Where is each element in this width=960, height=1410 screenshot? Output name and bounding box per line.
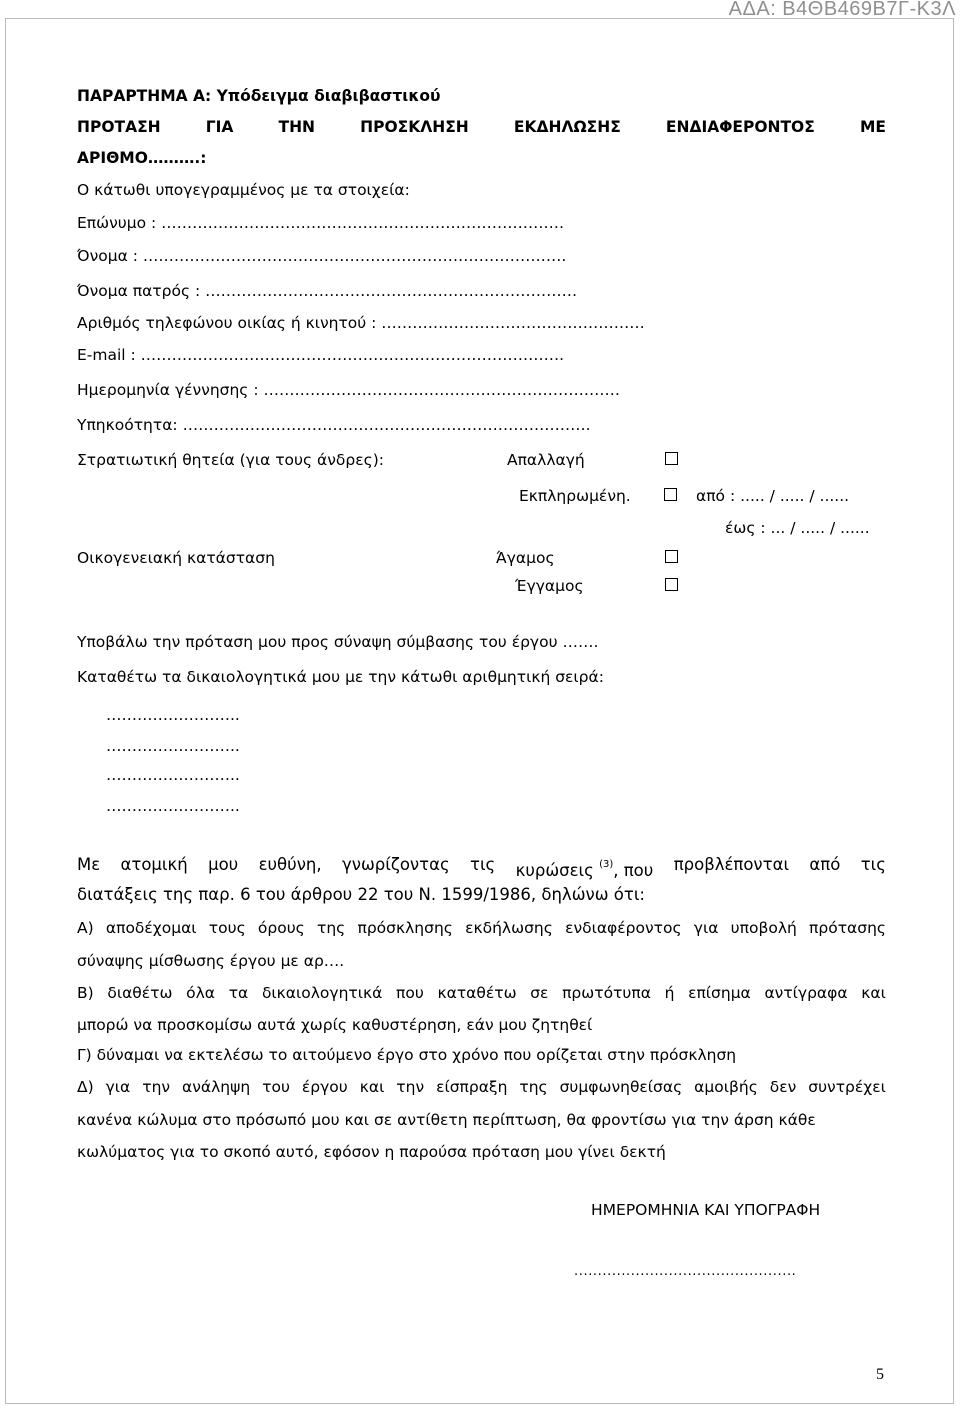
submit-text: Υποβάλω την πρόταση μου προς σύναψη σύμβασης του έργου …….	[77, 633, 599, 651]
military-from-date: από : ..... / ..... / ......	[696, 487, 850, 505]
military-exempt-label: Απαλλαγή	[507, 451, 585, 469]
declaration-b-line-1: Β) διαθέτω όλα τα δικαιολογητικά που καταθέτω σε πρωτότυπα ή επίσημα αντίγραφα και	[77, 984, 886, 1002]
proposal-title-line: ΠΡΟΤΑΣΗ ΓΙΑ ΤΗΝ ΠΡΟΣΚΛΗΣΗ ΕΚΔΗΛΩΣΗΣ ΕΝΔΙΑΦΕΡΟΝΤΟΣ ΜΕ	[77, 118, 886, 136]
declaration-d-line-2: κανένα κώλυμα στο πρόσωπό μου και σε αντίθετη περίπτωση, θα φροντίσω για την άρση κάθε	[77, 1111, 816, 1129]
annex-title: ΠΑΡΑΡΤΗΜΑ Α: Υπόδειγμα διαβιβαστικού	[77, 87, 441, 105]
declaration-a-line-1: Α) αποδέχομαι τους όρους της πρόσκλησης εκδήλωσης ενδιαφέροντος για υποβολή πρότασης	[77, 919, 886, 937]
doc-line: ……………………..	[106, 737, 240, 755]
page-number: 5	[876, 1366, 884, 1383]
father-name-field: Όνομα πατρός : ………………………………………………………………	[77, 282, 578, 300]
military-to-date: έως : ... / ..... / ......	[725, 519, 870, 537]
doc-line: ……………………..	[106, 766, 240, 784]
signature-line: ...............................................	[574, 1264, 797, 1279]
declaration-b-line-2: μπορώ να προσκομίσω αυτά χωρίς καθυστέρηση, εάν μου ζητηθεί	[77, 1016, 593, 1034]
doc-line: ……………………..	[106, 797, 240, 815]
declaration-d-line-3: κωλύματος για το σκοπό αυτό, εφόσον η παρούσα πρόταση μου γίνει δεκτή	[77, 1143, 666, 1161]
doc-line: ……………………..	[106, 706, 240, 724]
docs-text: Καταθέτω τα δικαιολογητικά μου με την κάτωθι αριθμητική σειρά:	[77, 668, 604, 686]
family-married-checkbox[interactable]	[665, 578, 678, 591]
declaration-a-line-2: σύναψης μίσθωσης έργου με αρ….	[77, 952, 345, 970]
ada-header-code: ΑΔΑ: Β4ΘΒ469Β7Γ-Κ3Λ	[728, 0, 956, 20]
birth-date-field: Ημερομηνία γέννησης : ……………………………………………………………	[77, 381, 620, 399]
declaration-line-2: διατάξεις της παρ. 6 του άρθρου 22 του Ν. 1599/1986, δηλώνω ότι:	[77, 885, 645, 904]
email-field: E-mail : ……………………………………………………………………….	[77, 346, 565, 364]
military-completed-checkbox[interactable]	[664, 488, 677, 501]
military-exempt-checkbox[interactable]	[665, 452, 678, 465]
declaration-c-line: Γ) δύναμαι να εκτελέσω το αιτούμενο έργο στο χρόνο που ορίζεται στην πρόσκληση	[77, 1046, 737, 1064]
name-field: Όνομα : ……………………………………………………………………….	[77, 247, 567, 265]
phone-field: Αριθμός τηλεφώνου οικίας ή κινητού : ……………………………………………	[77, 314, 645, 332]
declaration-line-1: Με ατομική μου ευθύνη, γνωρίζοντας τις κυρώσεις $^{(3)}$, που προβλέπονται από τις	[77, 855, 886, 880]
military-completed-label: Εκπληρωμένη.	[519, 487, 631, 505]
family-married-label: Έγγαμος	[515, 577, 584, 595]
nationality-field: Υπηκοότητα: …………………………………………………………………….	[77, 416, 591, 434]
surname-field: Επώνυμο : ……………………………………………………………………	[77, 214, 565, 232]
declaration-d-line-1: Δ) για την ανάληψη του έργου και την είσπραξη της συμφωνηθείσας αμοιβής δεν συντρέχει	[77, 1078, 886, 1096]
intro-text: Ο κάτωθι υπογεγραμμένος με τα στοιχεία:	[77, 181, 410, 199]
family-single-label: Άγαμος	[496, 549, 555, 567]
invitation-number: ΑΡΙΘΜΟ……….:	[77, 149, 207, 167]
military-label: Στρατιωτική θητεία (για τους άνδρες):	[77, 451, 384, 469]
signature-label: ΗΜΕΡΟΜΗΝΙΑ ΚΑΙ ΥΠΟΓΡΑΦΗ	[591, 1201, 821, 1219]
footnote-marker: (3)	[599, 859, 614, 870]
family-single-checkbox[interactable]	[665, 550, 678, 563]
family-status-label: Οικογενειακή κατάσταση	[77, 549, 275, 567]
